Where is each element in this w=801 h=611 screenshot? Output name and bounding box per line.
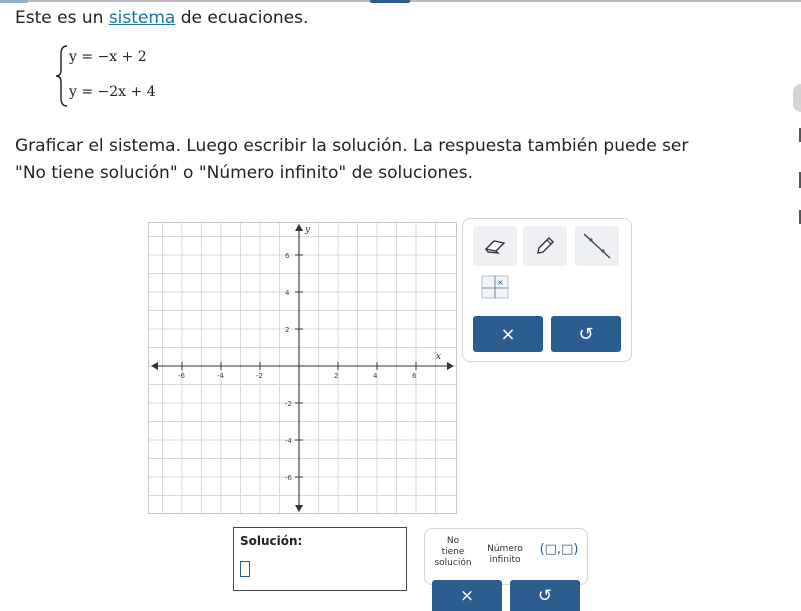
x-tick-label: -6 [178, 372, 185, 380]
point-icon [480, 274, 510, 300]
y-axis-arrow-up [295, 224, 303, 231]
x-tick-label: 4 [373, 372, 378, 380]
clear-icon: × [459, 585, 475, 606]
instructions-line-1: Graficar el sistema. Luego escribir la solución. La respuesta también puede ser [15, 136, 689, 156]
progress-indicator-left [0, 0, 28, 3]
equation-1: y = −x + 2 [69, 49, 147, 65]
undo-solution-button[interactable] [510, 580, 580, 611]
x-tick-label: 2 [334, 372, 339, 380]
prompt-before: Este es un [15, 8, 109, 28]
clear-graph-button[interactable] [473, 316, 543, 352]
equation-2: y = −2x + 4 [69, 84, 156, 100]
progress-indicator [370, 0, 410, 3]
infinite-solutions-option[interactable] [483, 544, 527, 566]
pencil-icon [534, 235, 556, 257]
clear-solution-button[interactable] [432, 580, 502, 611]
point-tool[interactable] [473, 267, 517, 307]
answer-options-panel [424, 528, 588, 585]
prompt-after: de ecuaciones. [175, 8, 309, 28]
x-axis-arrow-right [447, 362, 454, 370]
equation-system [55, 44, 175, 114]
no-solution-line-2: tiene [441, 547, 465, 557]
graph-canvas[interactable] [149, 223, 456, 513]
instructions [15, 133, 801, 187]
side-panel-tab[interactable] [793, 84, 801, 112]
x-tick-label: -4 [217, 372, 224, 380]
y-tick-label: 4 [285, 289, 290, 297]
y-axis-arrow-down [295, 505, 303, 512]
solution-label: Solución: [240, 534, 303, 548]
eraser-tool[interactable] [473, 226, 517, 266]
eraser-icon [482, 237, 508, 255]
glossary-link-sistema[interactable]: sistema [108, 8, 176, 28]
x-axis-arrow-left [151, 362, 158, 370]
line-tool[interactable] [575, 226, 619, 266]
no-solution-option[interactable] [433, 536, 473, 569]
prompt-text [15, 8, 308, 28]
ordered-pair-option[interactable] [537, 544, 581, 555]
y-tick-label: -4 [285, 437, 292, 445]
svg-text:×: × [497, 278, 504, 287]
brace-symbol [55, 44, 69, 108]
line-icon [582, 232, 612, 260]
y-tick-label: -2 [285, 400, 292, 408]
solution-input[interactable] [240, 561, 250, 577]
graph-tools-panel [462, 218, 632, 362]
undo-graph-button[interactable] [551, 316, 621, 352]
y-tick-label: -6 [285, 474, 292, 482]
x-tick-label: -2 [256, 372, 263, 380]
instructions-line-2: "No tiene solución" o "Número infinito" de soluciones. [15, 163, 473, 183]
coordinate-plane[interactable] [148, 222, 457, 514]
clear-icon: × [500, 323, 516, 345]
solution-box [233, 527, 407, 591]
y-tick-label: 2 [285, 326, 290, 334]
x-tick-label: 6 [412, 372, 417, 380]
infinite-line-2: infinito [489, 555, 521, 565]
undo-icon: ↺ [578, 323, 594, 345]
no-solution-line-1: No [446, 536, 460, 546]
y-axis-label: y [305, 225, 311, 235]
undo-icon: ↺ [537, 585, 553, 606]
ordered-pair-template: (□,□) [539, 542, 579, 557]
x-axis-label: x [436, 352, 442, 362]
infinite-line-1: Número [487, 544, 523, 554]
y-tick-label: 6 [285, 252, 290, 260]
no-solution-line-3: solución [434, 558, 472, 568]
pencil-tool[interactable] [523, 226, 567, 266]
